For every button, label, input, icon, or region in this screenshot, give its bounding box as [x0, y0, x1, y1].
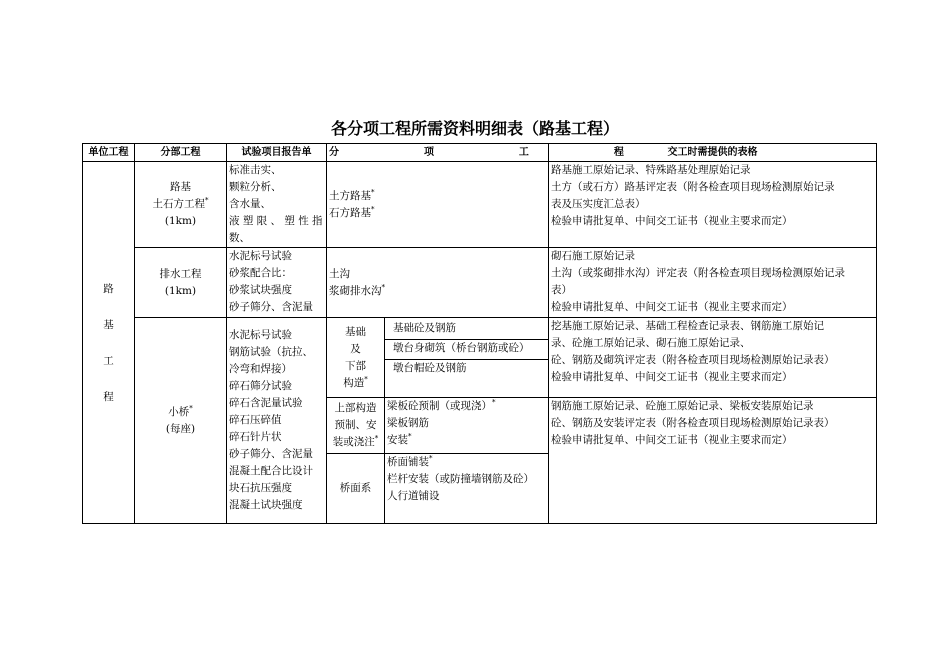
items-deck: 桥面铺装* 栏杆安装（或防撞墙钢筋及砼） 人行道铺设 — [385, 454, 549, 524]
group-substructure: 基础 及 下部 构造* — [327, 318, 385, 398]
header-row — [83, 144, 877, 162]
header-sub: 分部工程 — [135, 144, 227, 162]
section-row-drainage — [83, 248, 877, 318]
group-deck: 桥面系 — [327, 454, 385, 524]
tests-drainage: 水泥标号试验 砂浆配合比： 砂浆试块强度 砂子筛分、含泥量 — [227, 248, 327, 318]
forms-superstructure: 钢筋施工原始记录、砼施工原始记录、梁板安装原始记录 砼、钢筋及安装评定表（附各检查项目现场检测原始记录表） 检验申请批复单、中间交工证书（视业主要求而定） — [549, 398, 877, 524]
sub-subgrade: 路基 土石方工程* (1km) — [135, 162, 227, 248]
items-drainage: 土沟 浆砌排水沟* — [327, 248, 549, 318]
page-title: 各分项工程所需资料明细表（路基工程） — [330, 119, 619, 138]
sub-drainage: 排水工程 (1km) — [135, 248, 227, 318]
header-test: 试验项目报告单 — [227, 144, 327, 162]
tests-bridge: 水泥标号试验 钢筋试验（抗拉、 冷弯和焊接） 碎石筛分试验 碎石含泥量试验 碎石压碎值 碎石针片状 砂子筛分、含泥量 混凝土配合比设计 块石抗压强度 混凝土试块强度 — [227, 318, 327, 524]
materials-table — [82, 143, 877, 524]
forms-substructure: 挖基施工原始记录、基础工程检查记录表、钢筋施工原始记 录、砼施工原始记录、砌石施工原始记录、 砼、钢筋及砌筑评定表（附各检查项目现场检测原始记录表） 检验申请批复单、中间交工证书（视业主要求而定） — [549, 318, 877, 398]
bridge-row-1 — [83, 318, 877, 340]
forms-drainage: 砌石施工原始记录 土沟（或浆砌排水沟）评定表（附各检查项目现场检测原始记录 表） 检验申请批复单、中间交工证书（视业主要求而定） — [549, 248, 877, 318]
items-pier: 墩台身砌筑（桥台钢筋或砼） 墩台帽砼及钢筋 — [385, 340, 549, 398]
header-item: 分 项 工 程 — [327, 144, 549, 162]
item-foundation: 基础砼及钢筋 — [385, 318, 549, 340]
items-subgrade: 土方路基* 石方路基* — [327, 162, 549, 248]
header-forms: 交工时需提供的表格 — [549, 144, 877, 162]
sub-bridge: 小桥* (每座) — [135, 318, 227, 524]
items-superstructure: 梁板砼预制（或现浇）* 梁板钢筋 安装* — [385, 398, 549, 454]
group-superstructure: 上部构造 预制、安 装或浇注* — [327, 398, 385, 454]
header-unit: 单位工程 — [83, 144, 135, 162]
forms-subgrade: 路基施工原始记录、特殊路基处理原始记录 土方（或石方）路基评定表（附各检查项目现场检测原始记录 表及压实度汇总表） 检验申请批复单、中间交工证书（视业主要求而定） — [549, 162, 877, 248]
unit-name-cell: 路 基 工 程 — [83, 162, 135, 524]
section-row-subgrade — [83, 162, 877, 248]
tests-subgrade: 标准击实、 颗粒分析、 含水量、 液 塑 限 、 塑 性 指 数、 — [227, 162, 327, 248]
